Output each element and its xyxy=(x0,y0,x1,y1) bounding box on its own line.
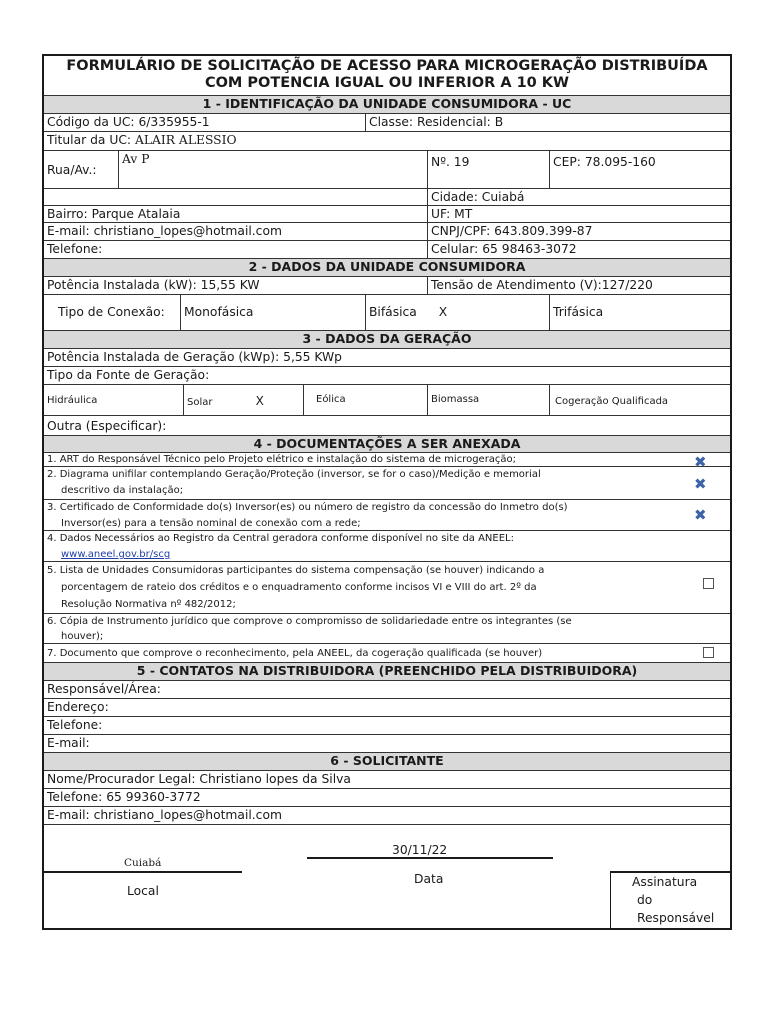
access-request-form xyxy=(42,54,732,930)
doc-item-5 xyxy=(44,562,730,614)
doc-item-3-line1: 3. Certificado de Conformidade do(s) Inversor(es) ou número de registro da concessão do Inmetro do(s) xyxy=(47,502,568,513)
doc-item-3-line2: Inversor(es) para a tensão nominal de conexão com a rede; xyxy=(61,518,361,529)
doc-item-5-line2: porcentagem de rateio dos créditos e o enquadramento conforme incisos VI e VIII do art. 2º da xyxy=(61,582,537,593)
mobile-phone: Celular: 65 98463-3072 xyxy=(428,241,730,259)
date-label: Data xyxy=(414,872,444,886)
applicant-telephone: Telefone: 65 99360-3772 xyxy=(44,789,730,807)
city: Cidade: Cuiabá xyxy=(428,189,730,206)
doc-item-3 xyxy=(44,500,730,531)
distributor-telephone: Telefone: xyxy=(44,717,730,735)
applicant-email: E-mail: christiano_lopes@hotmail.com xyxy=(44,807,730,825)
source-biomass: Biomassa xyxy=(428,385,550,416)
aneel-link[interactable]: www.aneel.gov.br/scg xyxy=(61,549,171,560)
section-3-header: 3 - DADOS DA GERAÇÃO xyxy=(44,331,730,349)
signature-box-edge xyxy=(610,871,611,928)
doc-item-3-checked-icon[interactable]: ✖ xyxy=(694,506,707,524)
source-other: Outra (Especificar): xyxy=(44,416,730,436)
form-title-line2: COM POTENCIA IGUAL OU INFERIOR A 10 KW xyxy=(204,75,570,91)
section-6-header: 6 - SOLICITANTE xyxy=(44,753,730,771)
doc-item-1: 1. ART do Responsável Técnico pelo Projeto elétrico e instalação do sistema de microgeração; xyxy=(44,453,730,467)
uc-class: Classe: Residencial: B xyxy=(366,114,730,132)
doc-item-6 xyxy=(44,614,730,644)
local-line xyxy=(44,871,242,873)
doc-item-7: 7. Documento que comprove o reconhecimento, pela ANEEL, da cogeração qualificada (se houver) xyxy=(44,644,730,663)
telephone: Telefone: xyxy=(44,241,428,259)
distributor-address: Endereço: xyxy=(44,699,730,717)
section-4-header: 4 - DOCUMENTAÇÕES A SER ANEXADA xyxy=(44,436,730,453)
doc-item-6-line2: houver); xyxy=(61,631,104,642)
doc-item-6-line1: 6. Cópia de Instrumento jurídico que comprove o compromisso de solidariedade entre os integrantes (se xyxy=(47,616,572,627)
source-hydraulic: Hidráulica xyxy=(44,385,184,416)
source-wind: Eólica xyxy=(304,385,428,416)
biphase-mark: X xyxy=(438,305,448,319)
source-solar-mark: X xyxy=(255,394,264,408)
signature-label-1: Assinatura xyxy=(632,875,698,889)
doc-item-5-line1: 5. Lista de Unidades Consumidoras participantes do sistema compensação (se houver) indicando a xyxy=(47,565,545,576)
local-label: Local xyxy=(127,884,159,898)
generation-source-type: Tipo da Fonte de Geração: xyxy=(44,367,730,385)
source-solar xyxy=(184,385,304,416)
biphase-option xyxy=(366,295,550,331)
distributor-email: E-mail: xyxy=(44,735,730,753)
doc-item-4 xyxy=(44,531,730,562)
street-value: Av P xyxy=(119,151,428,189)
source-solar-label: Solar xyxy=(187,397,213,408)
doc-item-2-line1: 2. Diagrama unifilar contemplando Geração/Proteção (inversor, se for o caso)/Medição e memorial xyxy=(47,469,541,480)
email: E-mail: christiano_lopes@hotmail.com xyxy=(44,223,428,241)
section-1-header: 1 - IDENTIFICAÇÃO DA UNIDADE CONSUMIDORA - UC xyxy=(44,96,730,114)
installed-power: Potência Instalada (kW): 15,55 KW xyxy=(44,277,428,295)
section-5-header: 5 - CONTATOS NA DISTRIBUIDORA (PREENCHIDO PELA DISTRIBUIDORA) xyxy=(44,663,730,681)
distributor-responsible: Responsável/Área: xyxy=(44,681,730,699)
source-cogeneration: Cogeração Qualificada xyxy=(550,385,730,416)
doc-item-1-checked-icon[interactable]: ✖ xyxy=(694,453,707,471)
applicant-name: Nome/Procurador Legal: Christiano lopes da Silva xyxy=(44,771,730,789)
cnpj-cpf: CNPJ/CPF: 643.809.399-87 xyxy=(428,223,730,241)
form-title-line1: FORMULÁRIO DE SOLICITAÇÃO DE ACESSO PARA MICROGERAÇÃO DISTRIBUÍDA xyxy=(66,58,708,74)
doc-item-4-line1: 4. Dados Necessários ao Registro da Central geradora conforme disponível no site da ANEEL: xyxy=(47,533,514,544)
state: UF: MT xyxy=(428,206,730,223)
local-value: Cuiabá xyxy=(124,857,162,869)
doc-item-7-checkbox[interactable] xyxy=(703,647,714,658)
doc-item-5-line3: Resolução Normativa nº 482/2012; xyxy=(61,599,236,610)
form-title xyxy=(44,56,730,96)
doc-item-2-checked-icon[interactable]: ✖ xyxy=(694,475,707,493)
doc-item-5-checkbox[interactable] xyxy=(703,578,714,589)
doc-item-2-line2: descritivo da instalação; xyxy=(61,485,184,496)
date-line xyxy=(307,857,553,859)
connection-type-label: Tipo de Conexão: xyxy=(44,295,181,331)
uc-holder xyxy=(44,132,730,151)
signature-label-2: do xyxy=(637,893,653,907)
triphase-option: Trifásica xyxy=(550,295,730,331)
uc-holder-value: ALAIR ALESSIO xyxy=(134,133,237,147)
cep: CEP: 78.095-160 xyxy=(550,151,730,189)
street-continuation xyxy=(44,189,428,206)
generation-power: Potência Instalada de Geração (kWp): 5,55 KWp xyxy=(44,349,730,367)
doc-item-2 xyxy=(44,467,730,500)
neighborhood: Bairro: Parque Atalaia xyxy=(44,206,428,223)
signature-label-3: Responsável xyxy=(637,911,715,925)
service-voltage: Tensão de Atendimento (V):127/220 xyxy=(428,277,730,295)
address-number: Nº. 19 xyxy=(428,151,550,189)
signature-line xyxy=(610,871,730,873)
street-label: Rua/Av.: xyxy=(44,151,119,189)
biphase-label: Bifásica xyxy=(369,305,417,319)
uc-holder-label: Titular da UC: xyxy=(47,133,132,147)
section-2-header: 2 - DADOS DA UNIDADE CONSUMIDORA xyxy=(44,259,730,277)
date-value: 30/11/22 xyxy=(392,843,448,857)
uc-code: Código da UC: 6/335955-1 xyxy=(44,114,366,132)
monophase-option: Monofásica xyxy=(181,295,366,331)
